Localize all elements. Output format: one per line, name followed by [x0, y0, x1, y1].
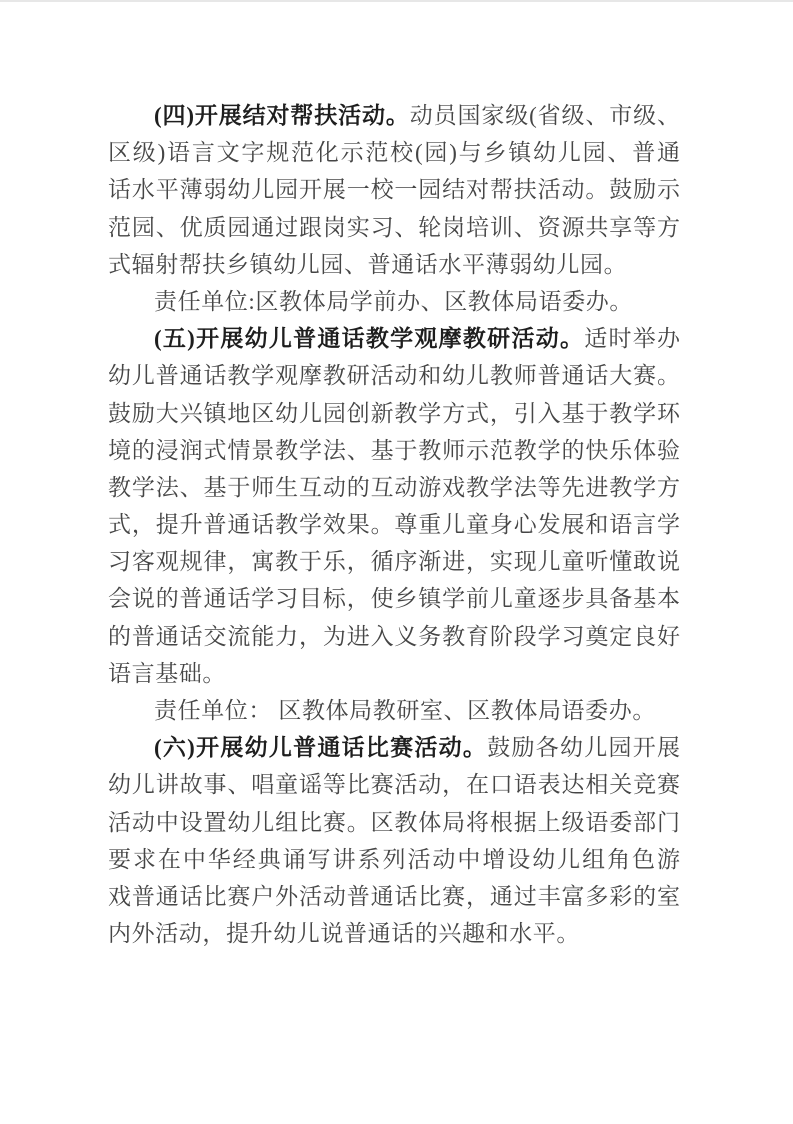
- document-body: [108, 97, 680, 952]
- text-line: [108, 878, 680, 915]
- text-run: 责任单位:区教体局学前办、区教体局语委办。: [154, 288, 633, 314]
- text-line: [108, 134, 680, 171]
- text-run: 式，提升普通话教学效果。尊重儿童身心发展和语言学: [108, 512, 680, 538]
- text-line: [108, 395, 680, 432]
- text-line: [108, 841, 680, 878]
- text-line: [108, 766, 680, 803]
- text-line: [108, 171, 680, 208]
- text-run: 范园、优质园通过跟岗实习、轮岗培训、资源共享等方: [108, 214, 680, 240]
- text-line: [108, 357, 680, 394]
- heading-run: (四)开展结对帮扶活动。: [154, 103, 410, 128]
- text-run: 鼓励大兴镇地区幼儿园创新教学方式，引入基于教学环: [108, 400, 680, 426]
- text-run: 会说的普通话学习目标，使乡镇学前儿童逐步具备基本: [108, 586, 680, 612]
- text-run: 教学法、基于师生互动的互动游戏教学法等先进教学方: [108, 474, 680, 500]
- text-line: [108, 246, 680, 283]
- heading-run: (六)开展幼儿普通话比赛活动。: [154, 735, 488, 761]
- text-run: 境的浸润式情景教学法、基于教师示范教学的快乐体验: [108, 437, 680, 463]
- text-run: 活动中设置幼儿组比赛。区教体局将根据上级语委部门: [108, 809, 680, 835]
- text-run: 责任单位： 区教体局教研室、区教体局语委办。: [154, 698, 656, 723]
- text-line: [108, 432, 680, 469]
- text-line: [108, 469, 680, 506]
- text-line: [108, 804, 680, 841]
- heading-run: (五)开展幼儿普通话教学观摩教研活动。: [154, 326, 585, 352]
- text-line: [108, 618, 680, 655]
- paragraph: [108, 729, 680, 952]
- section-heading-line: [108, 320, 680, 357]
- text-line: [108, 506, 680, 543]
- text-run: 内外活动，提升幼儿说普通话的兴趣和水平。: [108, 921, 580, 947]
- responsibility-line: [108, 692, 680, 729]
- text-run: 话水平薄弱幼儿园开展一校一园结对帮扶活动。鼓励示: [108, 177, 680, 203]
- text-run: 戏普通话比赛户外活动普通话比赛，通过丰富多彩的室: [108, 883, 680, 909]
- section-heading-line: [108, 729, 680, 766]
- page-top-edge: [0, 0, 793, 2]
- text-run: 要求在中华经典诵写讲系列活动中增设幼儿组角色游: [108, 846, 680, 872]
- text-line: [108, 915, 680, 952]
- text-run: 语言基础。: [108, 660, 226, 686]
- responsibility-line: [108, 283, 680, 320]
- text-run: 适时举办: [584, 326, 680, 352]
- paragraph: [108, 97, 680, 320]
- text-run: 鼓励各幼儿园开展: [487, 735, 680, 761]
- text-run: 式辐射帮扶乡镇幼儿园、普通话水平薄弱幼儿园。: [108, 251, 628, 277]
- paragraph: [108, 320, 680, 729]
- text-run: 的普通话交流能力，为进入义务教育阶段学习奠定良好: [108, 623, 680, 649]
- text-run: 动员国家级(省级、市级、: [409, 103, 680, 128]
- text-line: [108, 543, 680, 580]
- section-heading-line: [108, 97, 680, 134]
- text-run: 幼儿讲故事、唱童谣等比赛活动，在口语表达相关竞赛: [108, 772, 680, 798]
- text-run: 习客观规律，寓教于乐，循序渐进，实现儿童听懂敢说: [108, 549, 680, 575]
- text-line: [108, 655, 680, 692]
- text-line: [108, 209, 680, 246]
- text-run: 区级)语言文字规范化示范校(园)与乡镇幼儿园、普通: [108, 140, 680, 166]
- text-line: [108, 580, 680, 617]
- text-run: 幼儿普通话教学观摩教研活动和幼儿教师普通话大赛。: [108, 363, 680, 389]
